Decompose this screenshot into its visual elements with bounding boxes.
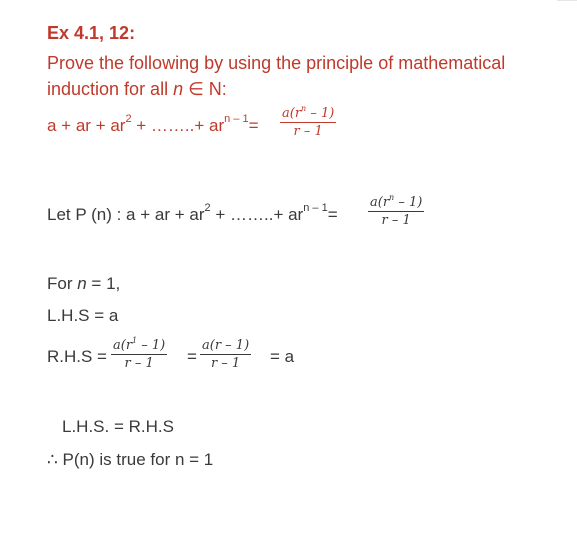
let-pn-line: Let P (n) : a + ar + $ar^2$ + ……..+ $ar^{n - 1}=$	[47, 202, 338, 224]
for-n-equals-1: For n = 1,	[47, 274, 121, 293]
exercise-heading: Ex 4.1, 12:	[47, 23, 136, 43]
prompt-variable-n: n	[173, 79, 184, 99]
rhs-fraction-1: $\frac{a(r^1 - 1)}{r - 1}$	[113, 335, 166, 371]
corner-mark	[557, 0, 577, 1]
rhs-fraction-2: $\frac{a(r - 1)}{r - 1}$	[202, 338, 250, 371]
rhs-label: R.H.S =	[47, 347, 107, 366]
rhs-equals-1: =	[187, 347, 197, 366]
statement-fraction: $\frac{a(r^n - 1)}{r - 1}$	[282, 103, 335, 139]
statement-lhs: a + ar + $ar^2$ + ……..+ $ar^{n - 1}=$	[47, 113, 259, 135]
rhs-equals-a: = a	[270, 347, 295, 366]
therefore-icon: ∴	[47, 450, 58, 469]
lhs-equals-rhs: L.H.S. = R.H.S	[62, 417, 174, 436]
therefore-line: ∴ P(n) is true for n = 1	[47, 450, 214, 469]
prompt-line-1: Prove the following by using the principle of mathematical	[47, 53, 506, 73]
let-pn-fraction: $\frac{a(r^n - 1)}{r - 1}$	[370, 192, 423, 228]
lhs-line: L.H.S = a	[47, 306, 119, 325]
prompt-line-2: induction for all n ∈ N:	[47, 79, 227, 99]
